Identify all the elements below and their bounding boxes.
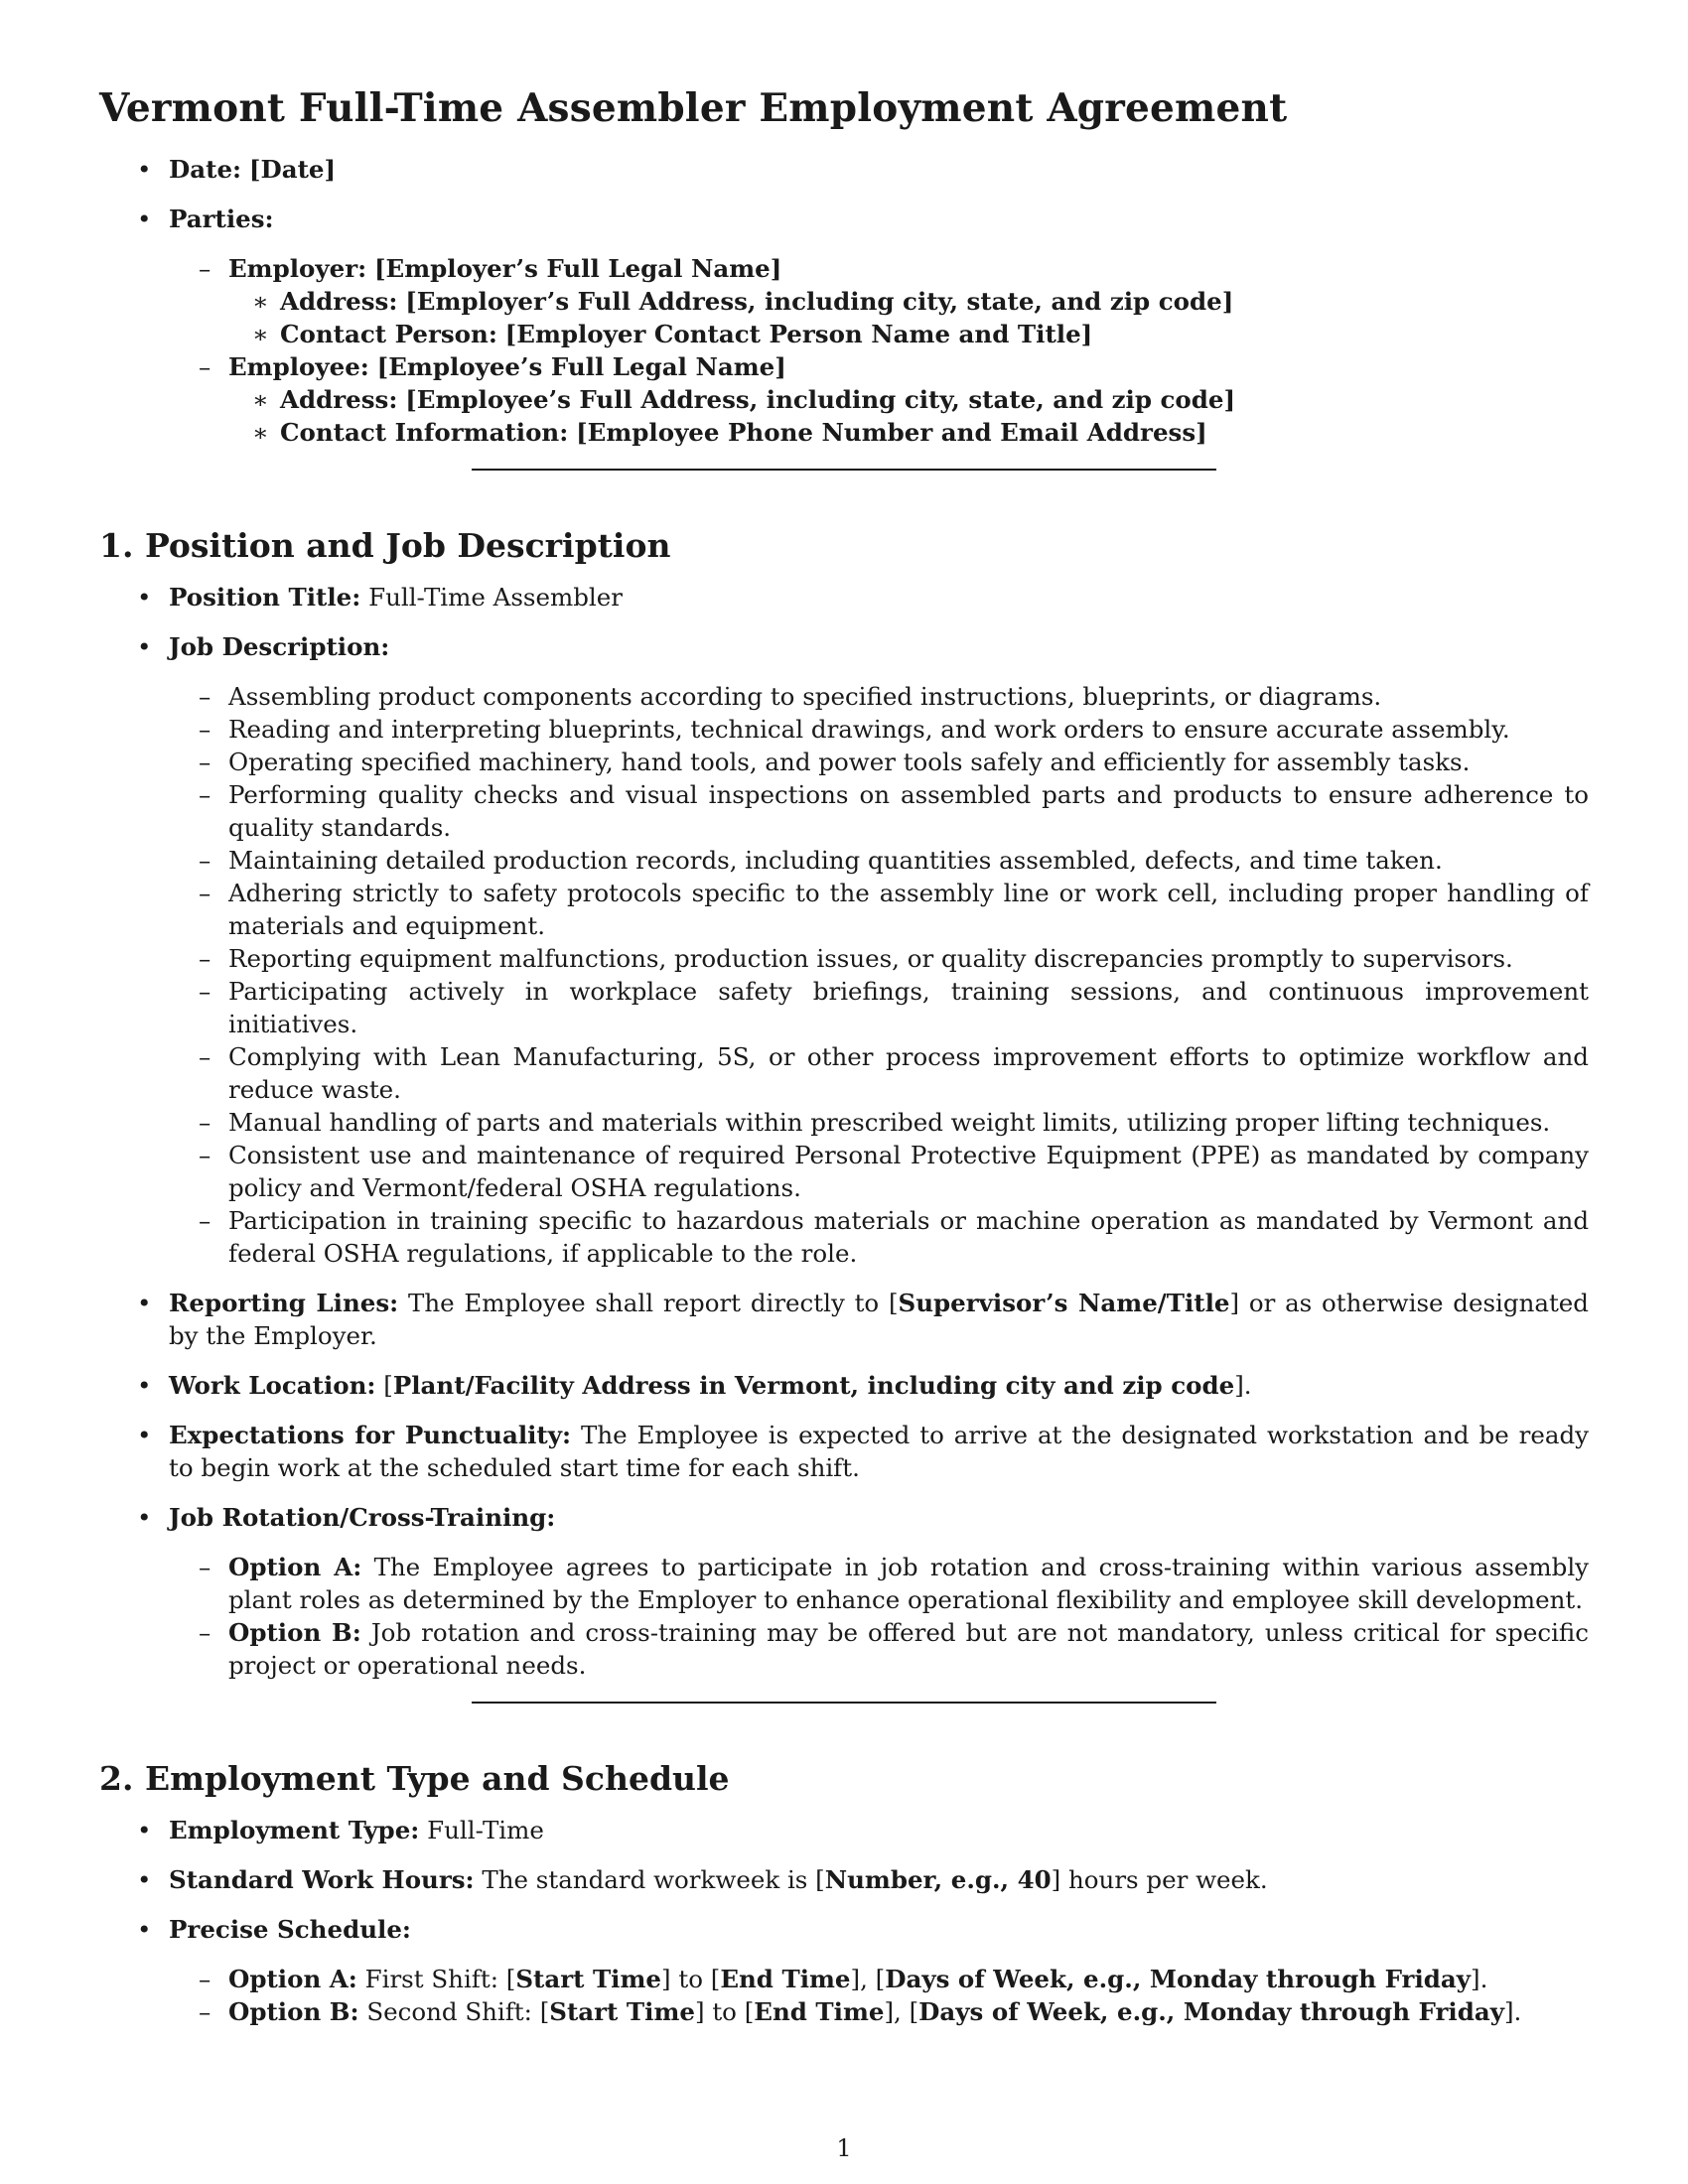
employer-address: ∗ Address: [Employer’s Full Address, including city, state, and zip code]: [228, 285, 1589, 318]
job-description-item: • Job Description: – Assembling product components according to specified instructions, blueprints, or diagrams. – Reading and interpreting blueprints, technical drawings, and work orders to ensure accurate assembly. – Operating specified machinery, hand tools, and power tools safely and efficiently for assembly tasks. – Performing quality checks and visual inspections on assembled parts and products to ensure adherence to quality standards. – Maintaining detailed production records, including quantities assembled, defects, and time taken. – Adhering strictly to safety protocols specific to the assembly line or work cell, including proper handling of materials and equipment. – Reporting equipment malfunctions, production issues, or quality discrepancies promptly to supervisors. – Participating actively in workplace safety briefings, training sessions, and continuous improvement initiatives. – Complying with Lean Manufacturing, 5S, or other process improvement efforts to optimize workflow and reduce waste. – Manual handling of parts and materials within prescribed weight limits, utilizing proper lifting techniques. – Consistent use and maintenance of required Personal Protective Equipment (PPE) as mandated by company policy and Vermont/federal OSHA regulations. – Participation in training specific to hazardous materials or machine operation as mandated by Vermont and federal OSHA regulations, if applicable to the role.: [99, 630, 1589, 1270]
duty-item: – Maintaining detailed production records, including quantities assembled, defects, and time taken.: [169, 844, 1589, 877]
parties-list: [169, 252, 1589, 449]
punctuality-item: • Expectations for Punctuality: The Employee is expected to arrive at the designated workstation and be ready to begin work at the scheduled start time for each shift.: [99, 1419, 1589, 1484]
employer-details: [228, 285, 1589, 350]
section-1-heading: 1. Position and Job Description: [99, 526, 671, 565]
document-page: [99, 85, 1589, 2045]
duty-item: – Adhering strictly to safety protocols specific to the assembly line or work cell, including proper handling of materials and equipment.: [169, 877, 1589, 942]
employer-item: – Employer: [Employer’s Full Legal Name] ∗ Address: [Employer’s Full Address, including city, state, and zip code] ∗ Contact Person: [Employer Contact Person Name and Title]: [169, 252, 1589, 350]
date-item: • Date: [Date]: [99, 153, 1589, 186]
duty-item: – Operating specified machinery, hand tools, and power tools safely and efficiently for assembly tasks.: [169, 746, 1589, 778]
employee-item: – Employee: [Employee’s Full Legal Name] ∗ Address: [Employee’s Full Address, including city, state, and zip code] ∗ Contact Information: [Employee Phone Number and Email Address]: [169, 350, 1589, 449]
duty-item: – Participation in training specific to hazardous materials or machine operation as mandated by Vermont and federal OSHA regulations, if applicable to the role.: [169, 1204, 1589, 1270]
rotation-option-a: – Option A: The Employee agrees to participate in job rotation and cross-training within various assembly plant roles as determined by the Employer to enhance operational flexibility and employee skill development.: [169, 1551, 1589, 1616]
rotation-option-b: – Option B: Job rotation and cross-training may be offered but are not mandatory, unless critical for specific project or operational needs.: [169, 1616, 1589, 1682]
schedule-options: [169, 1963, 1589, 2028]
section-1-list: [99, 581, 1589, 1682]
employee-details: [228, 383, 1589, 449]
reporting-lines-item: • Reporting Lines: The Employee shall report directly to [Supervisor’s Name/Title] or as otherwise designated by the Employer.: [99, 1287, 1589, 1352]
document-title: Vermont Full-Time Assembler Employment Agreement: [99, 85, 1288, 131]
job-rotation-item: • Job Rotation/Cross-Training: – Option A: The Employee agrees to participate in job rotation and cross-training within various assembly plant roles as determined by the Employer to enhance operational flexibility and employee skill development. – Option B: Job rotation and cross-training may be offered but are not mandatory, unless critical for specific project or operational needs.: [99, 1501, 1589, 1682]
schedule-option-a: – Option A: First Shift: [Start Time] to [End Time], [Days of Week, e.g., Monday through Friday].: [169, 1963, 1589, 1995]
duty-item: – Manual handling of parts and materials within prescribed weight limits, utilizing proper lifting techniques.: [169, 1106, 1589, 1139]
section-2-list: [99, 1814, 1589, 2028]
page-number: 1: [836, 2134, 852, 2162]
rotation-options: [169, 1551, 1589, 1682]
duties-list: [169, 680, 1589, 1270]
position-title-item: • Position Title: Full-Time Assembler: [99, 581, 1589, 614]
duty-item: – Complying with Lean Manufacturing, 5S, or other process improvement efforts to optimize workflow and reduce waste.: [169, 1040, 1589, 1106]
duty-item: – Consistent use and maintenance of required Personal Protective Equipment (PPE) as mandated by company policy and Vermont/federal OSHA regulations.: [169, 1139, 1589, 1204]
header-list: [99, 153, 1589, 449]
duty-item: – Assembling product components according to specified instructions, blueprints, or diagrams.: [169, 680, 1589, 713]
work-location-item: • Work Location: [Plant/Facility Address in Vermont, including city and zip code].: [99, 1369, 1589, 1402]
employee-contact: ∗ Contact Information: [Employee Phone Number and Email Address]: [228, 416, 1589, 449]
duty-item: – Participating actively in workplace safety briefings, training sessions, and continuous improvement initiatives.: [169, 975, 1589, 1040]
employer-contact: ∗ Contact Person: [Employer Contact Person Name and Title]: [228, 318, 1589, 350]
schedule-option-b: – Option B: Second Shift: [Start Time] to [End Time], [Days of Week, e.g., Monday through Friday].: [169, 1995, 1589, 2028]
duty-item: – Reporting equipment malfunctions, production issues, or quality discrepancies promptly to supervisors.: [169, 942, 1589, 975]
section-2-heading: 2. Employment Type and Schedule: [99, 1759, 730, 1798]
duty-item: – Performing quality checks and visual inspections on assembled parts and products to ensure adherence to quality standards.: [169, 778, 1589, 844]
employee-address: ∗ Address: [Employee’s Full Address, including city, state, and zip code]: [228, 383, 1589, 416]
employment-type-item: • Employment Type: Full-Time: [99, 1814, 1589, 1846]
parties-item: • Parties: – Employer: [Employer’s Full Legal Name] ∗ Address: [Employer’s Full Address, including city, state, and zip code] ∗ Contact Person: [Employer Contact Person Name and Title] – Employee: [Employee’s Full Legal Name] ∗ Address: [Employee’s Full Address, including city, state, and zip code] ∗ Contact Information: [Employee Phone Number and Email Address]: [99, 203, 1589, 449]
duty-item: – Reading and interpreting blueprints, technical drawings, and work orders to ensure accurate assembly.: [169, 713, 1589, 746]
work-hours-item: • Standard Work Hours: The standard workweek is [Number, e.g., 40] hours per week.: [99, 1863, 1589, 1896]
precise-schedule-item: • Precise Schedule: – Option A: First Shift: [Start Time] to [End Time], [Days of Week, e.g., Monday through Friday]. – Option B: Second Shift: [Start Time] to [End Time], [Days of Week, e.g., Monday through Friday].: [99, 1913, 1589, 2028]
